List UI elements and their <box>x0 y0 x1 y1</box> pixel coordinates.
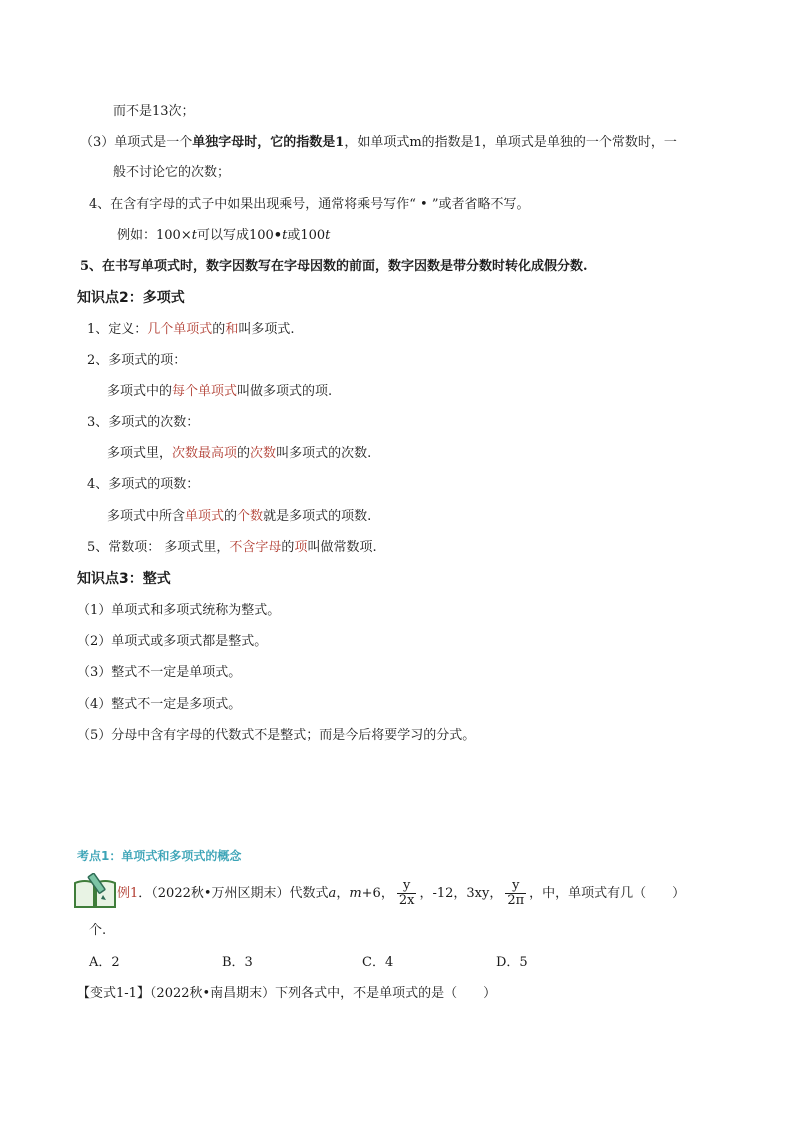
text-line: 而不是13次； <box>113 104 195 119</box>
highlight-span: 个数 <box>237 509 264 524</box>
option-b: B．3 <box>222 955 253 970</box>
text-span: 就是多项式的项数. <box>263 509 372 524</box>
option-a: A．2 <box>89 955 120 970</box>
variable-t: t <box>325 228 331 243</box>
bold-span: 单独字母时，它的指数是1 <box>192 135 345 150</box>
variable-t: t <box>191 228 197 243</box>
example-question <box>117 879 685 908</box>
highlight-span: 次数最高项 <box>172 446 238 461</box>
text-line <box>87 538 377 558</box>
fraction-denominator: 2π <box>507 893 525 908</box>
variable-m: m <box>349 886 362 901</box>
highlight-span: 项 <box>294 540 308 555</box>
topic-heading: 考点1：单项式和多项式的概念 <box>77 849 242 863</box>
fraction-numerator: y <box>402 878 411 893</box>
text-line: 3、多项式的次数： <box>87 415 200 430</box>
list-item: （4）整式不一定是多项式。 <box>77 697 242 712</box>
text-span: 多项式中所含 <box>107 509 186 524</box>
section-heading: 知识点3：整式 <box>77 571 171 587</box>
dot-sign: • <box>273 228 283 243</box>
fraction-numerator: y <box>512 878 520 893</box>
text-line <box>107 444 371 464</box>
text-span: ， <box>336 886 350 901</box>
variant-question: 【变式1-1】（2022秋•南昌期末）下列各式中，不是单项式的是（ ） <box>77 986 497 1001</box>
list-item: （1）单项式和多项式统称为整式。 <box>77 603 281 618</box>
text-line: 个. <box>89 923 107 938</box>
list-item: （3）整式不一定是单项式。 <box>77 665 242 680</box>
text-span: 1、定义： <box>87 322 148 337</box>
text-span: 叫多项式的次数. <box>276 446 372 461</box>
text-span: 叫做多项式的项. <box>237 384 333 399</box>
text-span: （3）单项式是一个 <box>80 135 193 150</box>
book-pencil-icon <box>73 873 117 909</box>
text-line: 4、多项式的项数： <box>87 477 200 492</box>
text-line: 5、在书写单项式时，数字因数写在字母因数的前面，数字因数是带分数时转化成假分数. <box>80 259 588 274</box>
variable-t: t <box>282 228 288 243</box>
fraction <box>397 879 417 908</box>
text-span: 可以写成100 <box>196 228 274 243</box>
text-span: +6， <box>361 886 394 901</box>
text-span: 例如：100 <box>117 228 181 243</box>
highlight-span: 每个单项式 <box>172 384 238 399</box>
highlight-span: 和 <box>225 322 239 337</box>
text-span: 的 <box>237 446 251 461</box>
highlight-span: 次数 <box>250 446 277 461</box>
text-line: 4、在含有字母的式子中如果出现乘号，通常将乘号写作“ • ”或者省略不写。 <box>89 197 530 212</box>
text-span: 或100 <box>287 228 326 243</box>
text-line <box>87 320 294 340</box>
variable-a: a <box>328 886 337 901</box>
text-span: ，中，单项式有几（ ） <box>529 886 686 901</box>
text-span: 5、常数项： 多项式里， <box>87 540 230 555</box>
text-span: ．（2022秋•万州区期末）代数式 <box>138 886 329 901</box>
option-d: D．5 <box>496 955 528 970</box>
highlight-span: 几个单项式 <box>147 322 213 337</box>
highlight-span: 单项式 <box>185 509 225 524</box>
text-span: 的 <box>212 322 226 337</box>
text-span: 多项式里， <box>107 446 173 461</box>
example-label: 例1 <box>117 886 139 901</box>
text-line <box>80 133 677 153</box>
times-sign: × <box>180 228 192 243</box>
text-line <box>107 507 371 527</box>
text-span: 叫做常数项. <box>307 540 377 555</box>
option-c: C．4 <box>362 955 394 970</box>
text-span: ，如单项式m的指数是1，单项式是单独的一个常数时，一 <box>344 135 677 150</box>
list-item: （2）单项式或多项式都是整式。 <box>77 634 268 649</box>
text-line <box>107 382 332 402</box>
text-span: ，-12，3xy， <box>419 886 503 901</box>
section-heading: 知识点2：多项式 <box>77 290 185 306</box>
list-item: （5）分母中含有字母的代数式不是整式；而是今后将要学习的分式。 <box>77 728 476 743</box>
fraction <box>505 879 526 908</box>
text-line: 般不讨论它的次数； <box>113 165 231 180</box>
text-span: 多项式中的 <box>107 384 173 399</box>
fraction-denominator: 2x <box>398 893 415 908</box>
text-span: 的 <box>281 540 295 555</box>
example-line <box>117 226 330 246</box>
text-span: 的 <box>224 509 238 524</box>
highlight-span: 不含字母 <box>229 540 282 555</box>
text-span: 叫多项式. <box>238 322 295 337</box>
text-line: 2、多项式的项： <box>87 353 187 368</box>
